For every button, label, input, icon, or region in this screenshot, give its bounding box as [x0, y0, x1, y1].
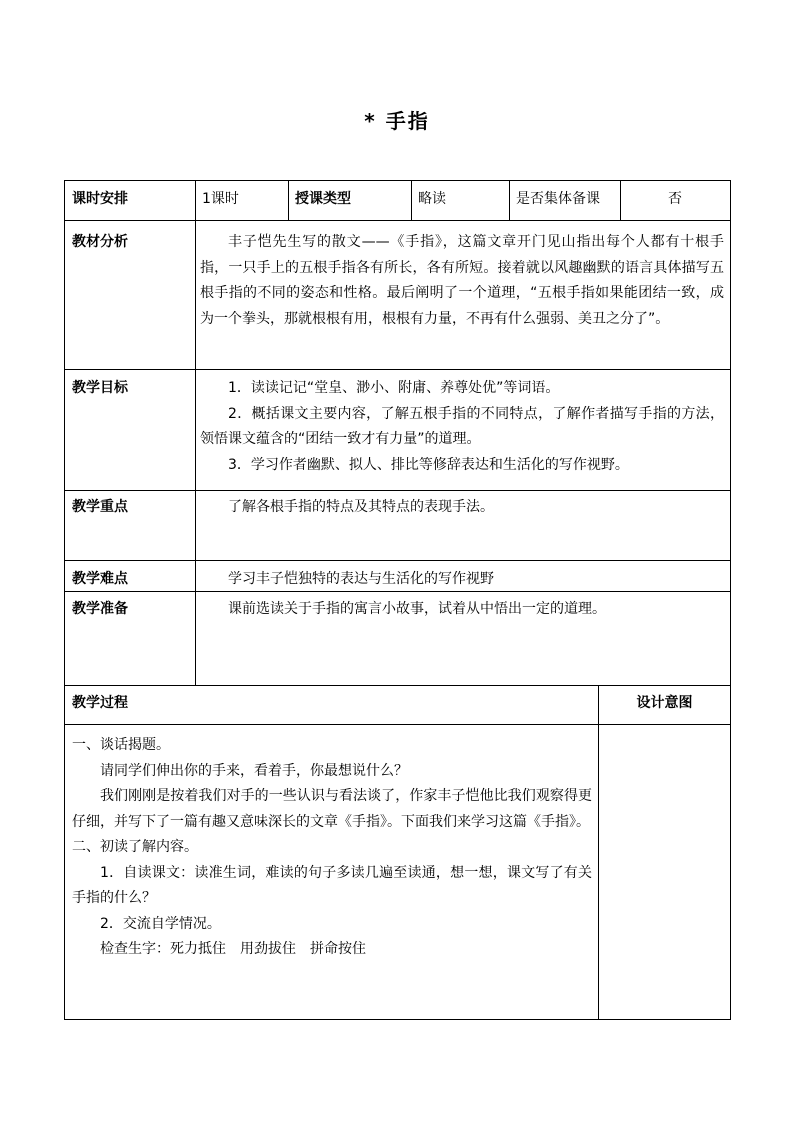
- row-divider: [64, 490, 731, 491]
- process-body: [72, 733, 592, 963]
- preparation-paragraph: 课前选读关于手指的寓言小故事，试着从中悟出一定的道理。: [228, 601, 606, 617]
- goals-label: 教学目标: [72, 380, 128, 396]
- table-border-right: [730, 180, 731, 1020]
- process-line: 检查生字：死力抵住 用劲拔住 拼命按住: [100, 941, 366, 957]
- difficulties-label: 教学难点: [72, 571, 128, 587]
- process-line: 请同学们伸出你的手来，看着手，你最想说什么？: [100, 762, 408, 779]
- process-line: 我们刚刚是按着我们对手的一些认识与看法谈了，作家丰子恺他比我们观察得更仔细，并写下了一篇有趣又意味深长的文章《手指》。下面我们来学习这篇《手指》。: [72, 788, 592, 830]
- key-points-text: [200, 495, 724, 521]
- process-line: 1．自读课文：读准生词，难读的句子多读几遍至读通，想一想，课文写了有关手指的什么？: [72, 864, 592, 906]
- row-divider: [64, 724, 731, 725]
- label-column-divider: [195, 180, 196, 685]
- header-cell-divider: [288, 180, 289, 220]
- analysis-text: [200, 230, 724, 332]
- process-label: 教学过程: [72, 695, 128, 711]
- process-line: 2．交流自学情况。: [100, 915, 221, 932]
- process-line: 二、初读了解内容。: [72, 839, 198, 855]
- row-divider: [64, 685, 731, 686]
- goal-item: 1．读读记记“堂皇、渺小、附庸、养尊处优”等词语。: [228, 380, 560, 396]
- schedule-label: 课时安排: [72, 191, 128, 207]
- collective-label: 是否集体备课: [516, 191, 600, 207]
- goal-item: 2．概括课文主要内容，了解五根手指的不同特点，了解作者描写手指的方法，领悟课文蕴含的“团结一致才有力量”的道理。: [200, 405, 724, 447]
- schedule-value: 1课时: [202, 191, 239, 207]
- header-cell-divider: [411, 180, 412, 220]
- goal-item: 3．学习作者幽默、拟人、排比等修辞表达和生活化的写作视野。: [228, 456, 629, 473]
- goals-list: [200, 376, 724, 478]
- key-points-paragraph: 了解各根手指的特点及其特点的表现手法。: [228, 499, 494, 515]
- page-title: * 手指: [364, 109, 430, 133]
- preparation-text: [200, 597, 724, 623]
- table-border-top: [64, 180, 731, 181]
- intent-label: 设计意图: [636, 695, 693, 711]
- type-label: 授课类型: [295, 191, 351, 207]
- collective-value: 否: [668, 191, 682, 207]
- key-points-label: 教学重点: [72, 499, 128, 515]
- table-border-left: [64, 180, 65, 1020]
- row-divider: [64, 220, 731, 221]
- row-divider: [64, 369, 731, 370]
- difficulties-paragraph: 学习丰子恺独特的表达与生活化的写作视野: [228, 571, 494, 587]
- type-value: 略读: [418, 191, 446, 207]
- row-divider: [64, 560, 731, 561]
- lesson-plan-table: [64, 180, 731, 1020]
- preparation-label: 教学准备: [72, 601, 128, 617]
- process-line: 一、谈话揭题。: [72, 737, 170, 753]
- difficulties-text: [200, 567, 724, 593]
- header-cell-divider: [509, 180, 510, 220]
- intent-column-divider: [598, 685, 599, 1020]
- analysis-paragraph: 丰子恺先生写的散文——《手指》，这篇文章开门见山指出每个人都有十根手指，一只手上的五根手指各有所长，各有所短。接着就以风趣幽默的语言具体描写五根手指的不同的姿态和性格。最后阐明了一个道理，“五根手指如果能团结一致，成为一个拳头，那就根根有用，根根有力量，不再有什么强弱、美丑之分了”。: [200, 234, 724, 327]
- analysis-label: 教材分析: [72, 234, 128, 250]
- table-border-bottom: [64, 1019, 731, 1020]
